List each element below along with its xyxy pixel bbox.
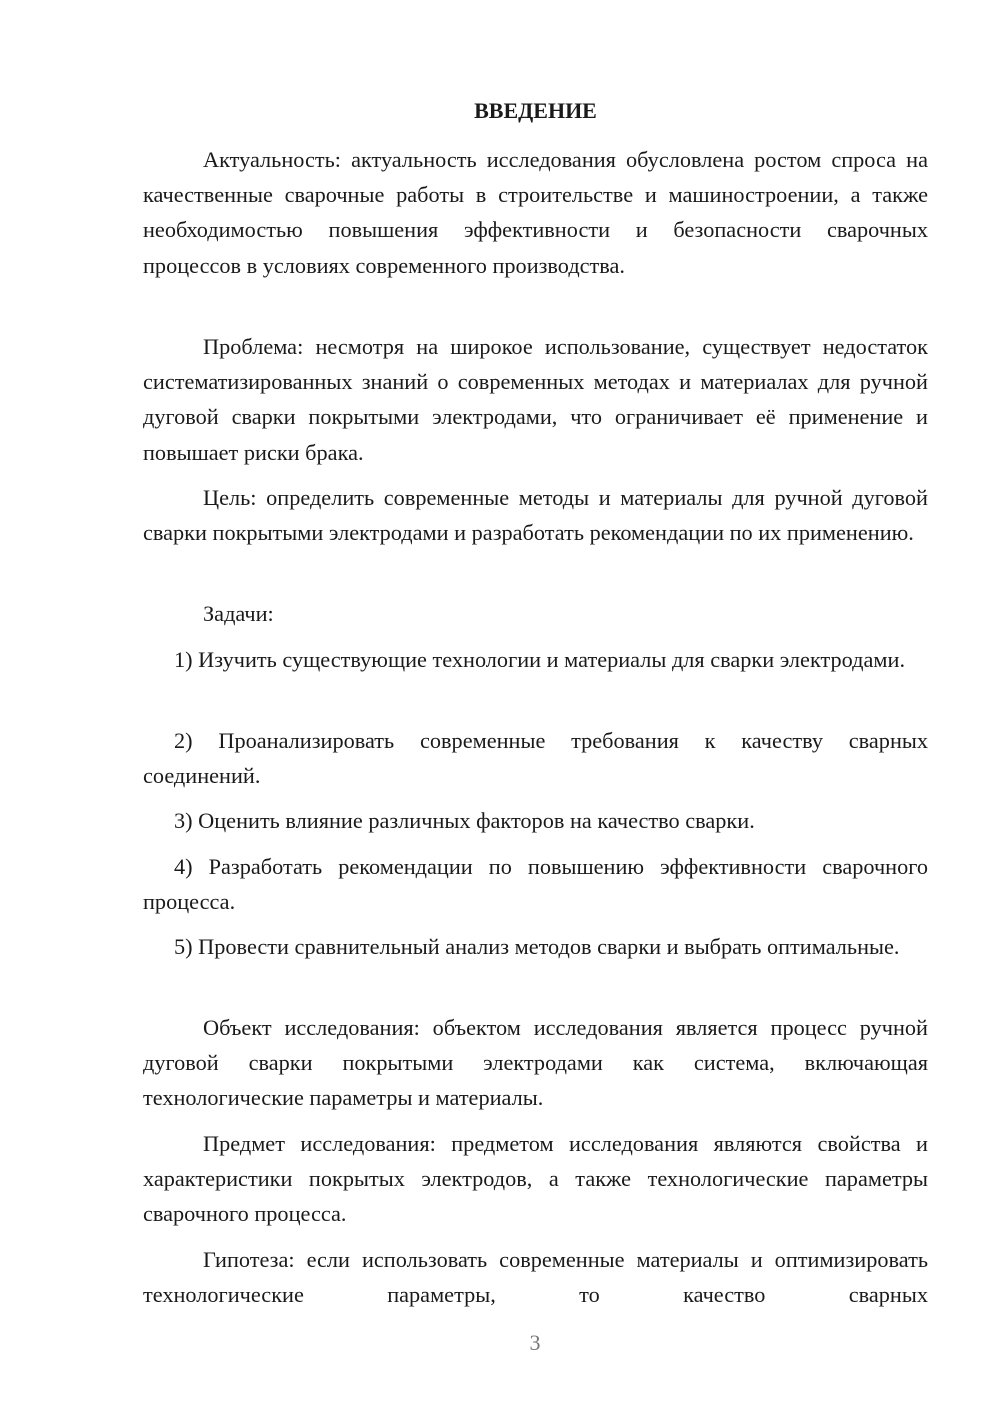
paragraph-goal: Цель: определить современные методы и материалы для ручной дуговой сварки покрытыми электродами и разработать рекомендации по их применению. [143,485,928,546]
page-number: 3 [529,1330,541,1355]
task-item-3: 3) Оценить влияние различных факторов на качество сварки. [174,808,755,833]
task-item-1: 1) Изучить существующие технологии и материалы для сварки электродами. [174,647,906,672]
task-item-4: 4) Разработать рекомендации по повышению эффективности сварочного процесса. [143,854,928,915]
paragraph-tasks-heading: Задачи: [203,601,274,626]
section-title: ВВЕДЕНИЕ [474,98,597,123]
paragraph-subject: Предмет исследования: предметом исследования являются свойства и характеристики покрытых электродов, а также технологические параметры сварочного процесса. [143,1131,928,1227]
paragraph-relevance: Актуальность: актуальность исследования обусловлена ростом спроса на качественные сварочные работы в строительстве и машиностроении, а также необходимостью повышения эффективности и безопасности сварочных процессов в условиях современного производства. [143,147,928,278]
paragraph-problem: Проблема: несмотря на широкое использование, существует недостаток систематизированных знаний о современных методах и материалах для ручной дуговой сварки покрытыми электродами, что ограничивает её применение и повышает риски брака. [143,334,928,465]
paragraph-hypothesis: Гипотеза: если использовать современные материалы и оптимизировать технологические параметры, то качество сварных [143,1247,928,1308]
task-item-2: 2) Проанализировать современные требования к качеству сварных соединений. [143,728,928,789]
paragraph-object: Объект исследования: объектом исследования является процесс ручной дуговой сварки покрытыми электродами как система, включающая технологические параметры и материалы. [143,1015,928,1111]
task-item-5: 5) Провести сравнительный анализ методов сварки и выбрать оптимальные. [174,934,900,959]
